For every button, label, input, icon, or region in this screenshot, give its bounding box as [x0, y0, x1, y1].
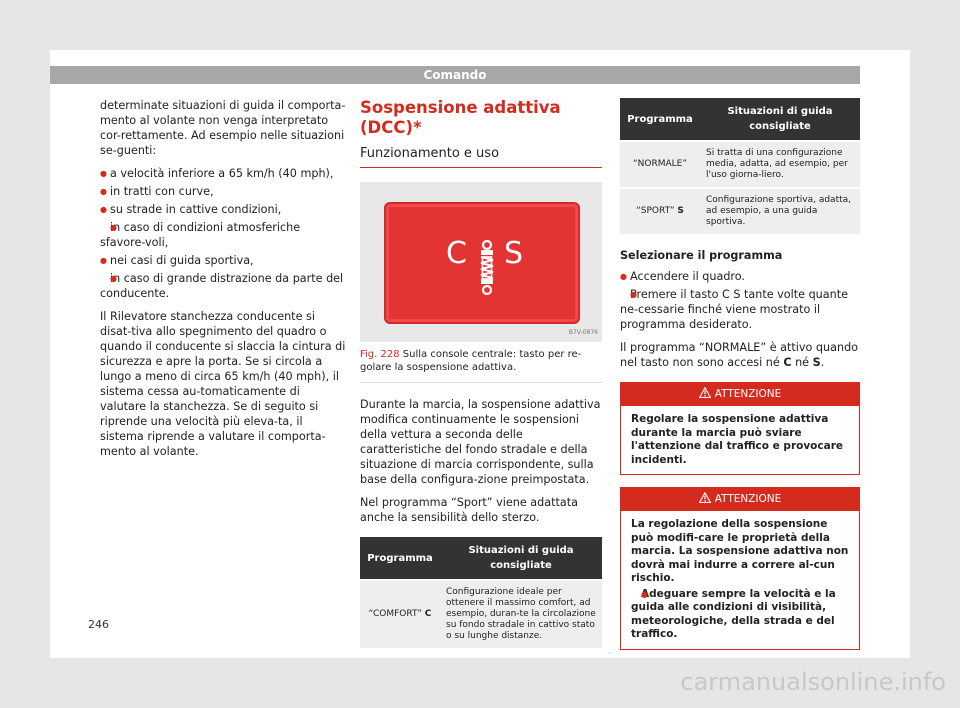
program-name: “SPORT” S: [620, 188, 700, 234]
program-description: Configurazione ideale per ottenere il massimo comfort, ad esempio, duran-te la circolazione su fondo stradale in cattivo stato o su lunghe distanze.: [440, 580, 602, 648]
warning-box-2: [620, 487, 860, 650]
program-description: Si tratta di una configurazione media, adatta, ad esempio, per l'uso giorna-liero.: [700, 141, 860, 188]
column-left: [100, 98, 346, 467]
program-name: “NORMALE”: [620, 141, 700, 188]
bullet-item: ● nei casi di guida sportiva,: [100, 253, 346, 268]
table-row: [620, 188, 860, 234]
warning-body: La regolazione della sospensione può modifi-care le proprietà della marcia. La sospensione adattiva non dovrà mai indurre a correre al-cun rischio. ● Adeguare sempre la velocità e la guida alle condizioni di visibilità, meteorologiche, della strada e del traffico.: [621, 511, 859, 649]
normal-program-paragraph: Il programma “NORMALE” è attivo quando nel tasto non sono accesi né C né S.: [620, 341, 859, 369]
table-header-program: Programma: [620, 98, 700, 141]
program-description: Configurazione sportiva, adatta, ad esempio, a una guida sportiva.: [700, 188, 860, 234]
column-middle: [360, 98, 602, 658]
intro-paragraph: determinate situazioni di guida il comporta-mento al volante non venga interpretato cor-rettamente. Ad esempio nelle situazioni se-guenti:: [100, 99, 346, 157]
table-row: [360, 580, 602, 648]
shock-absorber-icon: [476, 240, 498, 296]
subheading-select-program: Selezionare il programma: [620, 249, 783, 262]
section-subtitle: Funzionamento e uso: [360, 146, 602, 168]
dcc-button-figure: [360, 182, 602, 342]
table-header-situations: Situazioni di guida consigliate: [700, 98, 860, 141]
bullet-item: ● a velocità inferiore a 65 km/h (40 mph),: [100, 166, 346, 181]
button-s-label: S: [504, 236, 524, 271]
program-table-1: [360, 537, 602, 648]
bullet-item: ● in caso di condizioni atmosferiche sfavore-voli,: [100, 220, 346, 250]
bullet-item: ● in tratti con curve,: [100, 184, 346, 199]
step-item: ● Accendere il quadro.: [620, 269, 860, 284]
warning-body: Regolare la sospensione adattiva durante la marcia può sviare l'attenzione dal traffico e provocare incidenti.: [631, 413, 844, 466]
figure-code: B7V-0876: [568, 329, 598, 336]
figure-label: Fig. 228: [360, 349, 400, 360]
bullet-item: ● in caso di grande distrazione da parte del conducente.: [100, 271, 346, 301]
section-title: Sospensione adattiva (DCC)*: [360, 98, 561, 137]
page-number: 246: [88, 618, 109, 631]
watermark: carmanualsonline.info: [680, 668, 946, 696]
table-header-situations: Situazioni di guida consigliate: [440, 537, 602, 580]
warning-header: ATTENZIONE: [621, 488, 859, 511]
section-header: Comando: [50, 66, 860, 84]
figure-caption-text: Sulla console centrale: tasto per re-golare la sospensione adattiva.: [360, 349, 582, 373]
dcc-paragraph-1: Durante la marcia, la sospensione adattiva modifica continuamente le sospensioni della vettura a seconda delle caratteristiche del fondo stradale e della situazione di marcia corrispondente, sulla base della configura-zione preimpostata.: [360, 398, 601, 486]
warning-triangle-icon: [699, 387, 711, 398]
fatigue-paragraph: Il Rilevatore stanchezza conducente si disat-tiva allo spegnimento del quadro o quando il conducente si slaccia la cintura di sicurezza e apre la porta. Se si circola a lungo a meno di circa 65 km/h (40 mph), il sistema cessa au-tomaticamente di valutare la stanchezza. Se di seguito si riprende una velocità più eleva-ta, il sistema riprende a valutare il comporta-mento al volante.: [100, 310, 346, 458]
program-name: “COMFORT” C: [360, 580, 440, 648]
column-right: [620, 98, 860, 662]
table-row: [620, 141, 860, 188]
bullet-item: ● su strade in cattive condizioni,: [100, 202, 346, 217]
program-table-2: [620, 98, 860, 234]
dcc-paragraph-2: Nel programma “Sport” viene adattata anche la sensibilità dello sterzo.: [360, 496, 578, 524]
button-c-label: C: [446, 236, 467, 271]
warning-triangle-icon: [699, 492, 711, 503]
table-header-program: Programma: [360, 537, 440, 580]
warning-header: ATTENZIONE: [621, 383, 859, 406]
warning-bullet: ● Adeguare sempre la velocità e la guida alle condizioni di visibilità, meteorologiche, della strada e del traffico.: [631, 588, 849, 642]
dcc-button: [384, 202, 580, 324]
warning-box-1: [620, 382, 860, 475]
figure-caption: [360, 348, 602, 383]
step-item: ● Premere il tasto C S tante volte quante ne-cessarie finché viene mostrato il programma desiderato.: [620, 287, 860, 332]
